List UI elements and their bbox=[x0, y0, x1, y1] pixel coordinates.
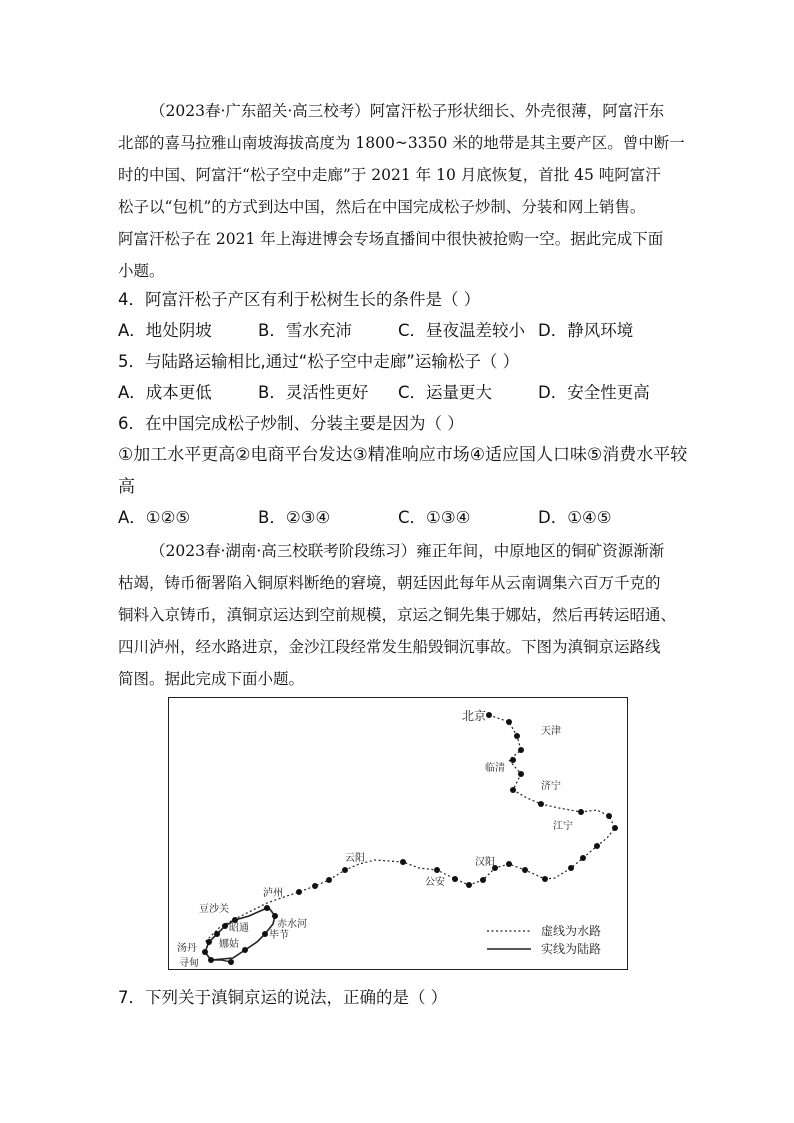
passage-2-line: 简图。据此完成下面小题。 bbox=[118, 670, 305, 688]
stop-dot bbox=[612, 825, 618, 831]
stop-dot bbox=[214, 931, 220, 937]
passage-1-line: 时的中国、阿富汗“松子空中走廊”于 2021 年 10 月底恢复，首批 45 吨阿富汗 bbox=[118, 166, 661, 184]
legend-land-label: 实线为陆路 bbox=[541, 942, 602, 956]
question-5-stem: 5．与陆路运输相比,通过“松子空中走廊”运输松子（ ） bbox=[118, 352, 520, 371]
question-4-option-a[interactable]: A．地处阴坡 bbox=[118, 321, 212, 340]
stop-dot bbox=[326, 877, 332, 883]
label-yunyang: 云阳 bbox=[345, 853, 365, 864]
label-tianjin: 天津 bbox=[541, 726, 561, 737]
stop-dot bbox=[580, 855, 586, 861]
stop-dot bbox=[522, 867, 528, 873]
label-jiangning: 江宁 bbox=[553, 821, 573, 832]
stop-dot bbox=[434, 867, 440, 873]
label-beijing: 北京 bbox=[461, 709, 486, 723]
stop-dot bbox=[578, 809, 584, 815]
stop-dot bbox=[506, 719, 512, 725]
label-gongan: 公安 bbox=[425, 877, 445, 888]
stop-dot bbox=[514, 733, 520, 739]
stop-dot bbox=[606, 813, 612, 819]
label-luzhou: 泸州 bbox=[263, 888, 283, 899]
stop-dot bbox=[222, 923, 228, 929]
stop-dot bbox=[466, 882, 472, 888]
legend-water-label: 虚线为水路 bbox=[541, 924, 602, 938]
stop-dot bbox=[538, 801, 544, 807]
passage-2-line: 枯竭，铸币衙署陷入铜原料断绝的窘境，朝廷因此每年从云南调集六百万千克的 bbox=[118, 574, 661, 592]
label-doushaguan: 豆沙关 bbox=[199, 904, 229, 915]
stop-dot bbox=[510, 787, 516, 793]
question-5-options bbox=[118, 383, 678, 403]
stop-dot bbox=[242, 947, 248, 953]
stop-dot bbox=[202, 949, 208, 955]
label-linqing: 临清 bbox=[485, 763, 505, 774]
question-6-option-a[interactable]: A．①②⑤ bbox=[118, 508, 191, 527]
passage-1-line: 北部的喜马拉雅山南坡海拔高度为 1800~3350 米的地带是其主要产区。曾中断一 bbox=[118, 134, 685, 152]
stop-dot bbox=[480, 877, 486, 883]
map-legend bbox=[487, 923, 601, 956]
stop-dot bbox=[342, 867, 348, 873]
label-chishuihe: 赤水河 bbox=[277, 919, 307, 930]
question-6-statements: ①加工水平更高②电商平台发达③精准响应市场④适应国人口味⑤消费水平较 bbox=[118, 445, 688, 465]
label-tangdan: 汤丹 bbox=[177, 943, 197, 954]
question-6-option-d[interactable]: D．①④⑤ bbox=[538, 508, 612, 527]
question-4-option-d[interactable]: D．静风环境 bbox=[538, 321, 634, 340]
label-bijie: 毕节 bbox=[269, 930, 289, 941]
route-map-svg bbox=[169, 698, 629, 971]
question-6-option-c[interactable]: C．①③④ bbox=[398, 508, 471, 527]
question-4-stem: 4．阿富汗松子产区有利于松树生长的条件是（ ） bbox=[118, 290, 481, 309]
question-4-option-b[interactable]: B．雪水充沛 bbox=[258, 321, 352, 340]
passage-1-line: 阿富汗松子在 2021 年上海进博会专场直播间中很快被抢购一空。据此完成下面 bbox=[118, 230, 664, 248]
stop-dot bbox=[296, 889, 302, 895]
passage-2-line: （2023春·湖南·高三校联考阶段练习）雍正年间，中原地区的铜矿资源渐渐 bbox=[150, 542, 665, 560]
passage-1-line: （2023春·广东韶关·高三校考）阿富汗松子形状细长、外壳很薄，阿富汗东 bbox=[150, 102, 665, 120]
question-6-statements-cont: 高 bbox=[118, 477, 135, 497]
stop-dot bbox=[400, 859, 406, 865]
stop-dot bbox=[542, 876, 548, 882]
stop-dot bbox=[452, 876, 458, 882]
label-jining: 济宁 bbox=[541, 781, 561, 792]
question-4-option-c[interactable]: C．昼夜温差较小 bbox=[398, 321, 526, 340]
stop-dot bbox=[312, 883, 318, 889]
label-zhaotong: 昭通 bbox=[229, 923, 249, 934]
stop-dot bbox=[594, 843, 600, 849]
question-5-option-a[interactable]: A．成本更低 bbox=[118, 383, 212, 402]
question-5-option-d[interactable]: D．安全性更高 bbox=[538, 383, 650, 402]
route-map bbox=[168, 697, 628, 970]
stop-dot bbox=[568, 865, 574, 871]
question-5-option-b[interactable]: B．灵活性更好 bbox=[258, 383, 369, 402]
label-hankou: 汉阳 bbox=[475, 857, 495, 868]
stop-dot bbox=[518, 771, 524, 777]
stop-dot bbox=[264, 905, 270, 911]
stop-dot bbox=[262, 931, 268, 937]
passage-2-line: 铜料入京铸币，滇铜京运达到空前规模，京运之铜先集于娜姑，然后再转运昭通、 bbox=[118, 606, 677, 624]
question-6-option-b[interactable]: B．②③④ bbox=[258, 508, 331, 527]
stop-dot bbox=[486, 712, 492, 718]
question-6-stem: 6．在中国完成松子炒制、分装主要是因为（ ） bbox=[118, 414, 464, 433]
label-xundian: 寻甸 bbox=[179, 958, 199, 969]
passage-2-line: 四川泸州，经水路进京，金沙江段经常发生船毁铜沉事故。下图为滇铜京运路线 bbox=[118, 638, 661, 656]
stop-dot bbox=[228, 959, 234, 965]
stop-dot bbox=[206, 939, 212, 945]
question-4-options bbox=[118, 321, 678, 341]
stop-dot bbox=[506, 861, 512, 867]
stop-dot bbox=[208, 957, 214, 963]
passage-1-line: 松子以“包机”的方式到达中国，然后在中国完成松子炒制、分装和网上销售。 bbox=[118, 198, 646, 216]
stop-dot bbox=[518, 747, 524, 753]
stop-dot bbox=[510, 757, 516, 763]
question-7-stem: 7．下列关于滇铜京运的说法，正确的是（ ） bbox=[118, 988, 448, 1007]
question-6-options bbox=[118, 508, 678, 528]
label-nagu: 娜姑 bbox=[219, 939, 239, 950]
passage-1-line: 小题。 bbox=[118, 262, 165, 280]
land-route-branch bbox=[211, 960, 231, 962]
question-5-option-c[interactable]: C．运量更大 bbox=[398, 383, 493, 402]
